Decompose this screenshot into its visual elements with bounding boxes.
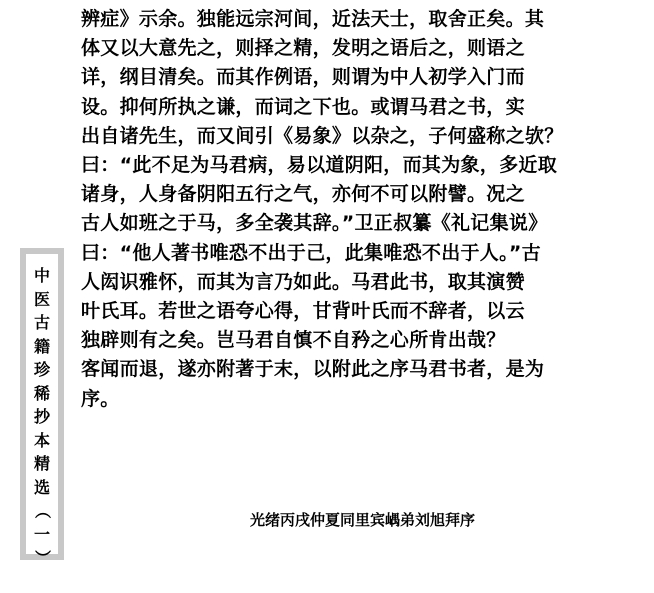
body-line: 叶氏耳。若世之语夸心得，甘背叶氏而不辞者，以云 — [81, 300, 525, 323]
book-title-char: 医 — [33, 289, 50, 309]
preface-signature: 光绪丙戌仲夏同里宾嵎弟刘旭拜序 — [250, 511, 476, 529]
book-title-char: 中 — [33, 266, 50, 285]
body-line: 曰：“他人著书唯恐不出于己，此集唯恐不出于人。”古 — [81, 241, 541, 264]
book-title-char: 古 — [33, 313, 50, 332]
body-line: 曰：“此不足为马君病，易以道阴阳，而其为象，多近取 — [81, 154, 557, 177]
book-title-paren-close: ） — [32, 549, 52, 566]
body-line: 辨症》示余。独能远宗河间，近法天士，取舍正矣。其 — [81, 8, 545, 30]
body-line: 人闳识雅怀，而其为言乃如此。马君此书，取其演赞 — [81, 270, 525, 293]
book-title-sidebar — [20, 248, 64, 566]
book-title-char: 珍 — [33, 360, 50, 379]
body-line: 古人如班之于马，多全袭其辞。”卫正叔纂《礼记集说》 — [81, 212, 548, 235]
book-title-vertical — [26, 254, 58, 566]
book-title-char: 精 — [33, 454, 50, 473]
body-line: 诸身，人身备阴阳五行之气，亦何不可以附譬。况之 — [81, 183, 525, 206]
book-title-char: 一 — [33, 524, 50, 544]
body-line: 体又以大意先之，则择之精，发明之语后之，则语之 — [81, 37, 525, 60]
book-title-paren-open: （ — [32, 502, 52, 519]
book-title-char: 籍 — [33, 336, 50, 356]
body-line: 独辟则有之矣。岂马君自慎不自矜之心所肯出哉？ — [81, 329, 506, 352]
book-title-char: 本 — [33, 430, 50, 450]
body-line: 出自诸先生，而又间引《易象》以杂之，子何盛称之欤？ — [81, 124, 564, 147]
body-line: 序。 — [81, 387, 120, 410]
body-line: 详，纲目清矣。而其作例语，则谓为中人初学入门而 — [81, 66, 525, 89]
book-title-char: 选 — [33, 477, 50, 497]
book-title-char: 抄 — [33, 407, 50, 426]
body-line: 设。抑何所执之谦，而词之下也。或谓马君之书，实 — [81, 95, 525, 118]
book-title-char: 稀 — [33, 383, 50, 403]
preface-body — [81, 5, 581, 414]
body-line: 客闻而退，遂亦附著于末，以附此之序马君书者，是为 — [81, 358, 545, 381]
